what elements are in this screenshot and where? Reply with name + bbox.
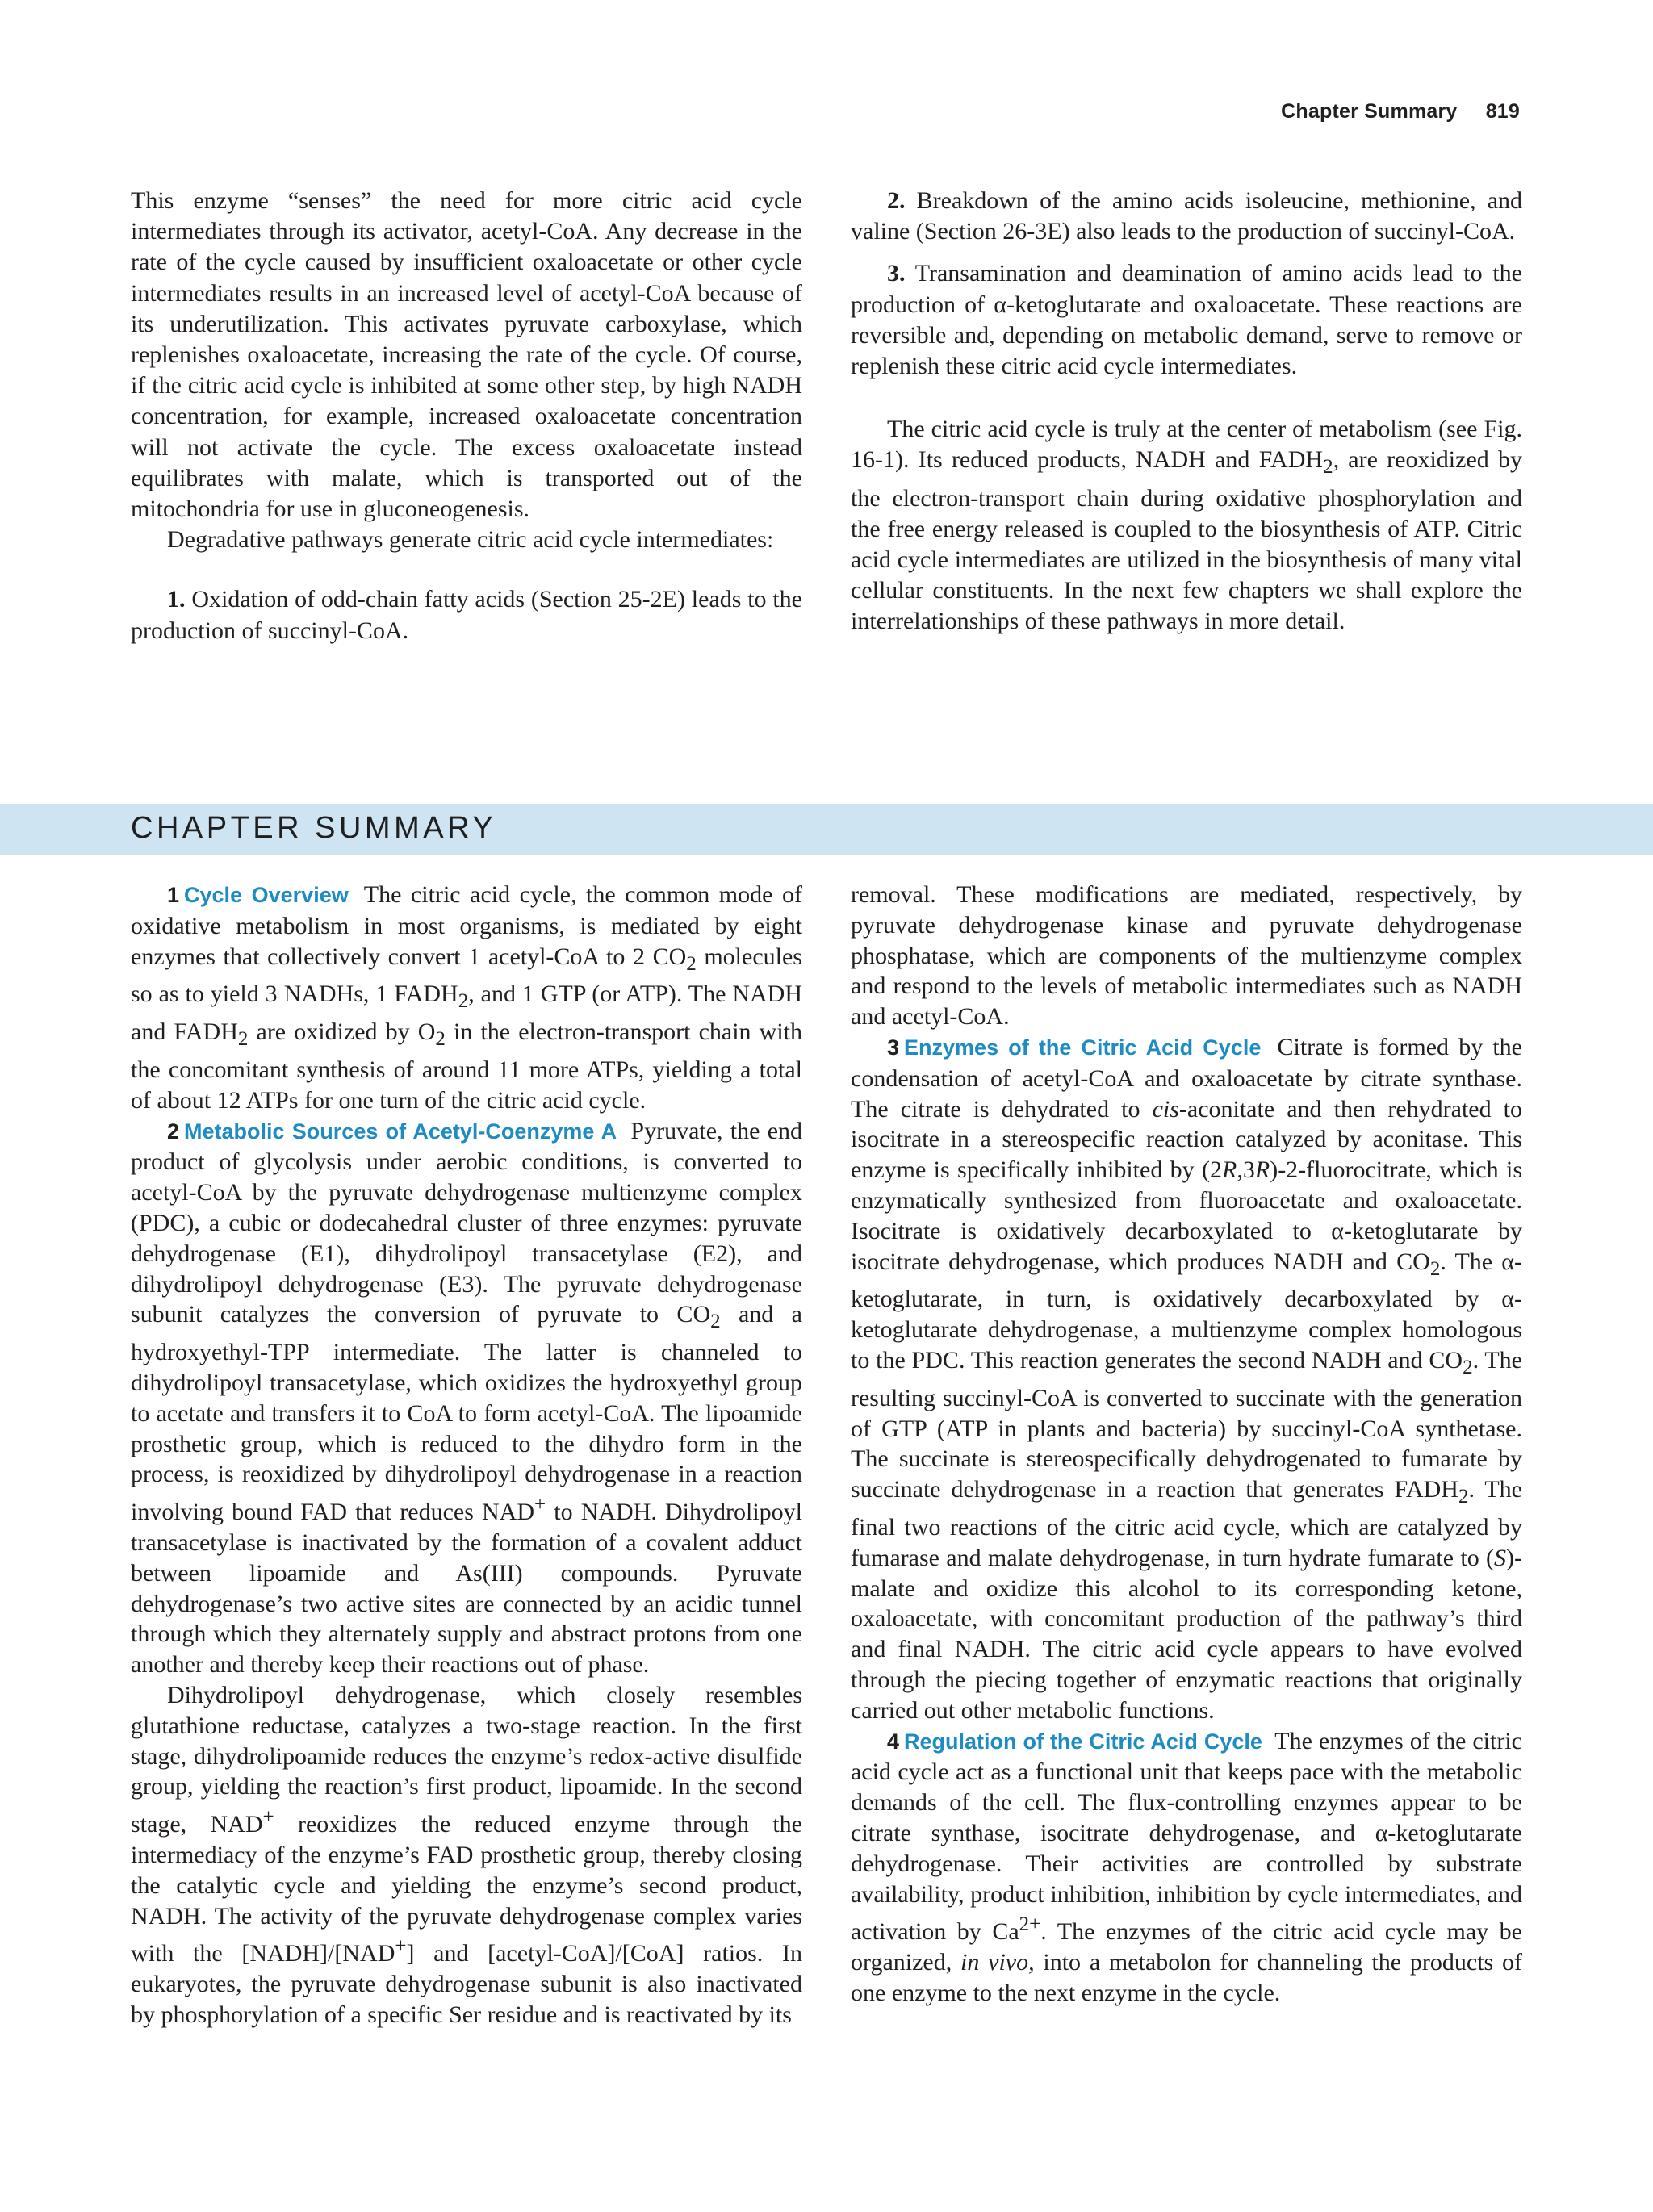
summary-right-column [851,880,1522,2009]
list-text: Breakdown of the amino acids isoleucine, methionine, and valine (Section 26-3E) also leads to the production of succinyl-CoA. [851,187,1523,245]
section-heading: 4 Regulation of the Citric Acid Cycle [887,1729,1262,1754]
section-heading: 1 Cycle Overview [167,883,349,907]
paragraph-continued: removal. These modifications are mediated, respectively, by pyruvate dehydrogenase kinase and pyruvate dehydrogenase phosphatase, which are components of the multienzyme complex and respond to the levels of metabolic intermediates such as NADH and acetyl-CoA. [851,881,1522,1031]
summary-section-4: 4 Regulation of the Citric Acid Cycle The enzymes of the citric acid cycle act as a functional unit that keeps pace with the metabolic demands of the cell. The flux-controlling enzymes appear to be citrate synthase, isocitrate dehydrogenase, and α-ketoglutarate dehydrogenase. Their activities are controlled by substrate availability, product inhibition, inhibition by cycle intermediates, and activation by $Ca^{2+}$. The enzymes of the citric acid cycle may be organized, in vivo, into a metabolon for channeling the products of one enzyme to the next enzyme in the cycle. [851,1727,1522,2006]
list-number: 2. [887,187,906,214]
running-head-title: Chapter Summary [1281,100,1458,123]
list-text: Transamination and deamination of amino acids lead to the production of α-ketoglutarate and oxaloacetate. These reactions are reversible and, depending on metabolic demand, serve to remove or replenish these citric acid cycle intermediates. [851,260,1522,380]
top-right-column [851,186,1522,638]
summary-section-1: 1 Cycle Overview The citric acid cycle, the common mode of oxidative metabolism in most organisms, is mediated by eight enzymes that collectively convert 1 acetyl-CoA to 2 $CO_2$ molecules so as to yield 3 NADHs, 1 $FADH_2$, and 1 GTP (or ATP). The NADH and $FADH_2$ are oxidized by $O_2$ in the electron-transport chain with the concomitant synthesis of around 11 more ATPs, yielding a total of about 12 ATPs for one turn of the citric acid cycle. [131,881,802,1114]
list-number: 1. [167,586,186,613]
list-text: Oxidation of odd-chain fatty acids (Section 25-2E) leads to the production of succinyl-CoA. [131,586,802,644]
top-left-column [131,186,802,646]
paragraph: Degradative pathways generate citric acid cycle intermediates: [167,526,774,554]
summary-section-2: 2 Metabolic Sources of Acetyl-Coenzyme A Pyruvate, the end product of glycolysis under aerobic conditions, is converted to acetyl-CoA by the pyruvate dehydrogenase multienzyme complex (PDC), a cubic or dodecahedral cluster of three enzymes: pyruvate dehydrogenase (E1), dihydrolipoyl transacetylase (E2), and dihydrolipoyl dehydrogenase (E3). The pyruvate dehydrogenase subunit catalyzes the conversion of pyruvate to $CO_2$ and a hydroxyethyl-TPP intermediate. The latter is channeled to dihydrolipoyl transacetylase, which oxidizes the hydroxyethyl group to acetate and transfers it to CoA to form acetyl-CoA. The lipoamide prosthetic group, which is reduced to the dihydro form in the process, is reoxidized by dihydrolipoyl dehydrogenase in a reaction involving bound FAD that reduces NAD+ to NADH. Dihydrolipoyl transacetylase is inactivated by the formation of a covalent adduct between lipoamide and As(III) compounds. Pyruvate dehydrogenase’s two active sites are connected by an acidic tunnel through which they alternately supply and abstract protons from one another and thereby keep their reactions out of phase. [131,1117,803,1679]
list-item [131,584,802,646]
chapter-summary-title: CHAPTER SUMMARY [131,811,497,845]
paragraph: Dihydrolipoyl dehydrogenase, which closely resembles glutathione reductase, catalyzes a two-stage reaction. In the first stage, dihydrolipoamide reduces the enzyme’s redox-active disulfide group, yielding the reaction’s first product, lipoamide. In the second stage, NAD+ reoxidizes the reduced enzyme through the intermediacy of the enzyme’s FAD prosthetic group, thereby closing the catalytic cycle and yielding the enzyme’s second product, NADH. The activity of the pyruvate dehydrogenase complex varies with the [NADH]/[NAD+] and [acetyl-CoA]/[CoA] ratios. In eukaryotes, the pyruvate dehydrogenase subunit is also inactivated by phosphorylation of a specific Ser residue and is reactivated by its [131,1681,802,2028]
list-item [851,186,1522,247]
paragraph: This enzyme “senses” the need for more citric acid cycle intermediates through its activator, acetyl-CoA. Any decrease in the rate of the cycle caused by insufficient oxaloacetate or other cycle intermediates results in an increased level of acetyl-CoA because of its underutilization. This activates pyruvate carboxylase, which replenishes oxaloacetate, increasing the rate of the cycle. Of course, if the citric acid cycle is inhibited at some other step, by high NADH concentration, for example, increased oxaloacetate concentration will not activate the cycle. The excess oxaloacetate instead equilibrates with malate, which is transported out of the mitochondria for use in gluconeogenesis. [131,187,802,523]
section-heading: 3 Enzymes of the Citric Acid Cycle [887,1035,1262,1060]
list-item [851,258,1522,382]
section-heading: 2 Metabolic Sources of Acetyl-Coenzyme A [167,1119,617,1144]
summary-left-column [131,880,802,2030]
list-number: 3. [887,260,906,287]
paragraph: The citric acid cycle is truly at the center of metabolism (see Fig. 16-1). Its reduced products, NADH and $FADH_2$, are reoxidized by the electron-transport chain during oxidative phosphorylation and the free energy released is coupled to the biosynthesis of ATP. Citric acid cycle intermediates are utilized in the biosynthesis of many vital cellular constituents. In the next few chapters we shall explore the interrelationships of these pathways in more detail. [851,416,1522,635]
page-number: 819 [1485,100,1520,123]
summary-section-3: 3 Enzymes of the Citric Acid Cycle Citrate is formed by the condensation of acetyl-CoA and oxaloacetate by citrate synthase. The citrate is dehydrated to cis-aconitate and then rehydrated to isocitrate in a stereospecific reaction catalyzed by aconitase. This enzyme is specifically inhibited by (2R,3R)-2-fluorocitrate, which is enzymatically synthesized from fluoroacetate and oxaloacetate. Isocitrate is oxidatively decarboxylated to α-ketoglutarate by isocitrate dehydrogenase, which produces NADH and $CO_2$. The α-ketoglutarate, in turn, is oxidatively decarboxylated by α-ketoglutarate dehydrogenase, a multienzyme complex homologous to the PDC. This reaction generates the second NADH and $CO_2$. The resulting succinyl-CoA is converted to succinate with the generation of GTP (ATP in plants and bacteria) by succinyl-CoA synthetase. The succinate is stereospecifically dehydrogenated to fumarate by succinate dehydrogenase in a reaction that generates $FADH_2$. The final two reactions of the citric acid cycle, which are catalyzed by fumarase and malate dehydrogenase, in turn hydrate fumarate to (S)-malate and oxidize this alcohol to its corresponding ketone, oxaloacetate, with concomitant production of the pathway’s third and final NADH. The citric acid cycle appears to have evolved through the piecing together of enzymatic reactions that originally carried out other metabolic functions. [851,1033,1523,1724]
running-head [1281,100,1520,123]
